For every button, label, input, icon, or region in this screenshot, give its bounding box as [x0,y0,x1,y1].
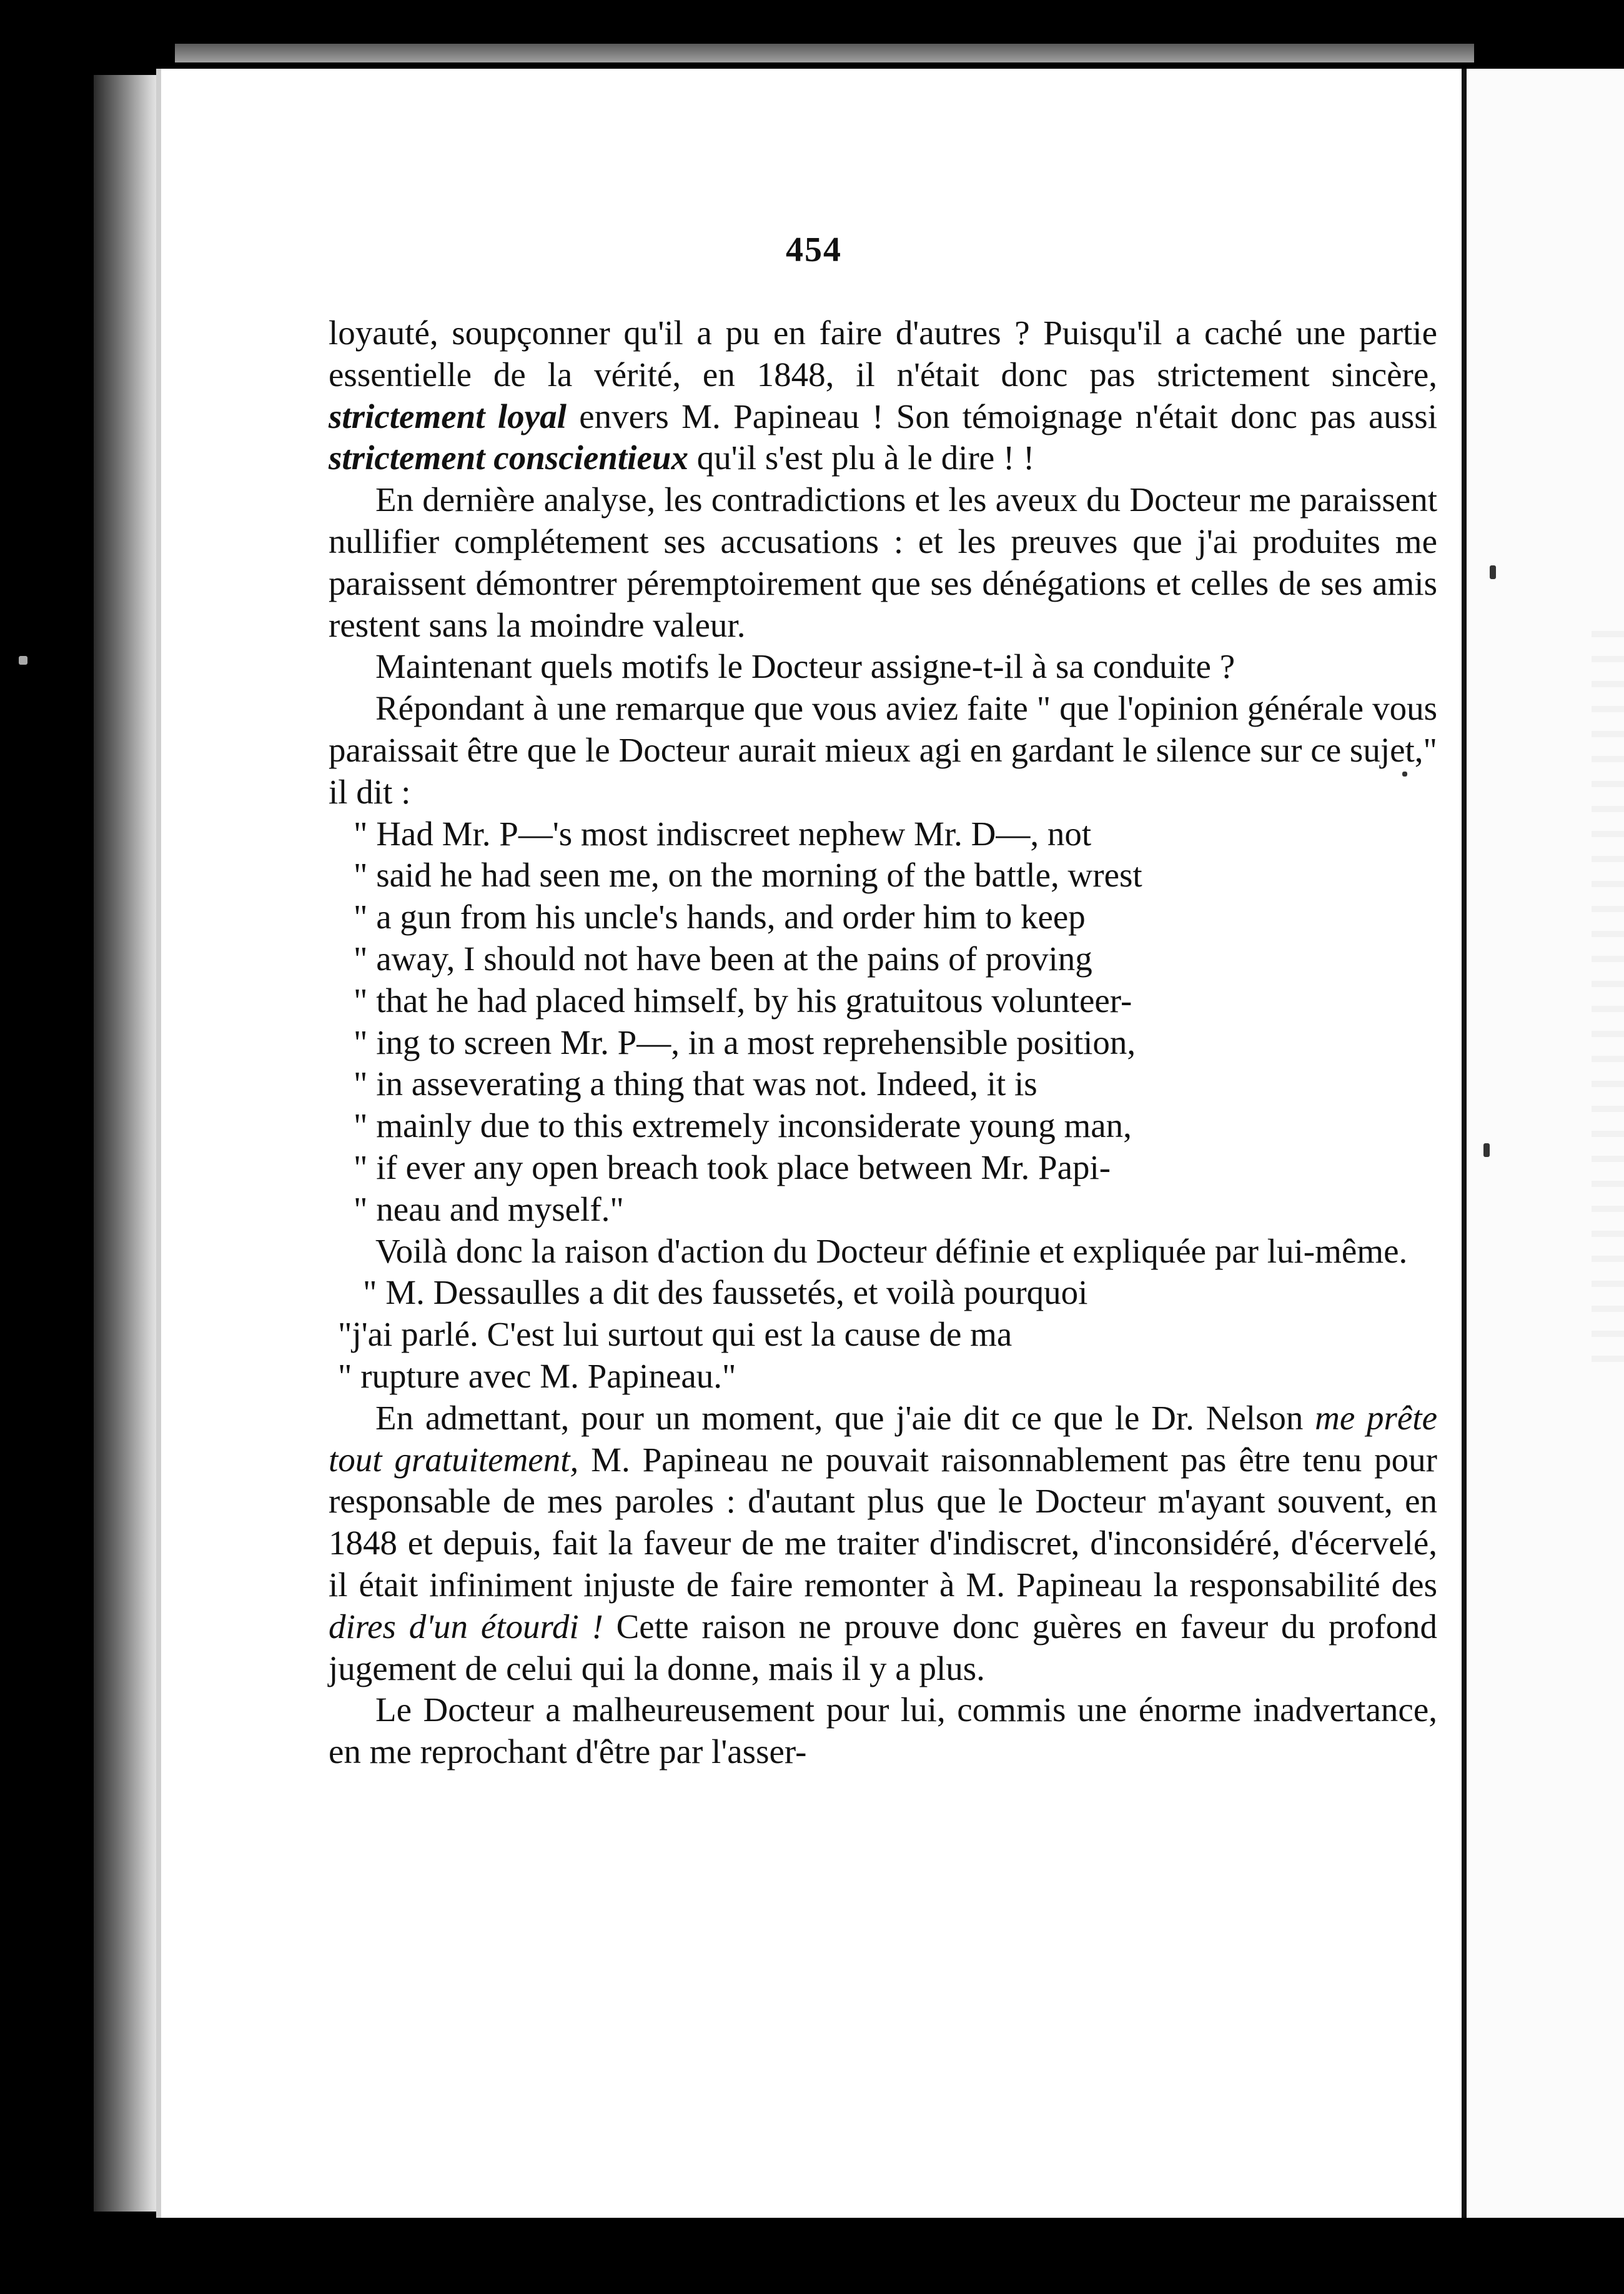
bleed-through [1592,631,1624,1381]
italic-text: dires d'un étourdi ! [329,1607,603,1646]
text-segment: Maintenant quels motifs le Docteur assigne-t-il à sa conduite ? [375,647,1235,686]
page-number: 454 [786,231,842,269]
quote-line: " M. Dessaulles a dit des faussetés, et voilà pourquoi [363,1273,1088,1312]
text-segment: Cette raison ne prouve donc guères en faveur du profond jugement de celui qui la donne, mais il y a plus. [329,1607,1437,1687]
emphasis-text: strictement loyal [329,397,567,435]
book-page [156,69,1467,2218]
quote-block-english [329,813,1437,1231]
quote-line: " mainly due to this extremely inconsiderate young man, [354,1106,1132,1145]
paragraph-6 [329,1398,1437,1690]
text-segment: envers M. Papineau ! Son témoignage n'était donc pas aussi [566,397,1437,435]
quote-line: " ing to screen Mr. P—, in a most reprehensible position, [354,1023,1136,1061]
book-binding-edge [94,75,162,2212]
paragraph-1 [329,312,1437,479]
quote-line: "j'ai parlé. C'est lui surtout qui est la cause de ma [338,1315,1013,1354]
quote-line: " a gun from his uncle's hands, and order him to keep [354,898,1086,936]
quote-line: " said he had seen me, on the morning of the battle, wrest [354,856,1142,895]
quote-line: " rupture avec M. Papineau." [338,1356,736,1395]
text-segment: En admettant, pour un moment, que j'aie dit ce que le Dr. Nelson [375,1398,1315,1437]
quote-line: " Had Mr. P—'s most indiscreet nephew Mr. D—, not [354,814,1092,853]
quote-line: " that he had placed himself, by his gratuitous volunteer- [354,981,1132,1020]
scan-speck [1490,565,1496,579]
text-segment: Voilà donc la raison d'action du Docteur définie et expliquée par lui-même. [375,1231,1408,1270]
paragraph-2 [329,479,1437,646]
quote-block-french [329,1272,1437,1397]
italic-text: me prête tout gratuitement, [329,1398,1437,1479]
text-segment: Le Docteur a malheureusement pour lui, commis une énorme inadvertance, en me reprochant d'être par l'asser- [329,1691,1437,1771]
emphasis-text: strictement conscientieux [329,439,688,477]
paragraph-7 [329,1689,1437,1773]
scan-speck [1402,772,1407,777]
paragraph-4 [329,688,1437,813]
text-segment: M. Papineau ne pouvait raisonnablement pas être tenu pour responsable de mes paroles : d'autant plus que le Docteur m'ayant souvent, en 1848 et depuis, fait la faveur de me traiter d'indiscret, d'inconsidéré, d'écervelé, il était infiniment injuste de faire remonter à M. Papineau la responsabilité des [329,1440,1438,1604]
scan-speck [1483,1143,1490,1157]
quote-line: " neau and myself." [354,1189,624,1228]
text-segment: Répondant à une remarque que vous aviez faite " que l'opinion générale vous paraissait être que le Docteur aurait mieux agi en gardant le silence sur ce sujet," il dit : [329,689,1437,811]
paragraph-3 [329,646,1437,688]
paragraph-5 [329,1231,1437,1273]
text-segment: qu'il s'est plu à le dire ! ! [688,439,1035,477]
page-body [329,312,1437,1773]
quote-line: " if ever any open breach took place between Mr. Papi- [354,1148,1111,1186]
page-top-edge [175,44,1474,62]
text-segment: En dernière analyse, les contradictions et les aveux du Docteur me paraissent nullifier complétement ses accusations : et les preuves que j'ai produites me paraissent démontrer péremptoirement que ses dénégations et celles de ses amis restent sans la moindre valeur. [329,480,1437,644]
quote-line: " in asseverating a thing that was not. Indeed, it is [354,1065,1037,1103]
scan-speck [19,656,27,665]
text-segment: loyauté, soupçonner qu'il a pu en faire d'autres ? Puisqu'il a caché une partie essentielle de la vérité, en 1848, il n'était donc pas strictement sincère, [329,314,1437,394]
quote-line: " away, I should not have been at the pains of proving [354,939,1092,978]
